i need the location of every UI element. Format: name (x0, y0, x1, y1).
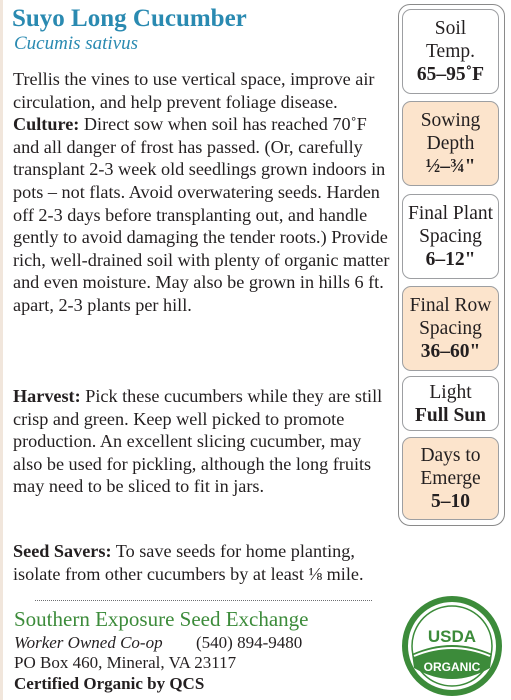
soil-temp-value: 65–95˚F (416, 64, 485, 85)
product-title: Suyo Long Cucumber (12, 5, 247, 32)
company-name: Southern Exposure Seed Exchange (14, 607, 309, 631)
seal-bottom-text: ORGANIC (423, 660, 481, 674)
sowing-depth-label-1: Sowing (420, 110, 481, 131)
seed-savers-text: To save seeds for home planting, isolate from other cucumbers by at least ⅛ mile. (13, 541, 364, 584)
soil-temp-label-2: Temp. (426, 41, 475, 62)
plant-spacing-label-2: Spacing (419, 226, 482, 247)
row-spacing-value: 36–60" (420, 341, 481, 362)
row-spacing-label-2: Spacing (419, 318, 482, 339)
sowing-depth-label-2: Depth (426, 133, 475, 154)
sowing-depth-box (402, 101, 499, 186)
emerge-label-2: Emerge (420, 468, 481, 489)
row-spacing-label-1: Final Row (409, 295, 492, 316)
soil-temp-box (402, 9, 499, 94)
sowing-depth-value: ½–¾" (425, 156, 476, 177)
soil-temp-label-1: Soil (434, 18, 467, 39)
culture-label: Culture: (13, 114, 80, 135)
mailing-address: PO Box 460, Mineral, VA 23117 (14, 653, 237, 672)
plant-spacing-box (402, 194, 499, 279)
seed-savers-paragraph (13, 540, 395, 585)
light-value: Full Sun (414, 404, 486, 426)
seal-top-text: USDA (427, 627, 477, 646)
harvest-label: Harvest: (13, 386, 81, 406)
worker-owned: Worker Owned Co-op (14, 633, 163, 652)
plant-spacing-value: 6–12" (425, 249, 476, 270)
culture-text: Direct sow when soil has reached 70˚F and all danger of frost has passed. (Or, carefully transplant 2-3 week old seedlings grown indoors in pots – not flats. Avoid overwatering seeds. Harden off 2-3 days before transplanting out, and handle gently to avoid damaging the tender roots.) Provide rich, well-drained soil with plenty of organic matter and even moisture. May also be grown in hills 6 ft. apart, 2-3 plants per hill. (13, 114, 390, 315)
certification: Certified Organic by QCS (14, 674, 205, 693)
latin-name: Cucumis sativus (14, 33, 139, 54)
harvest-text: Pick these cucumbers while they are still crisp and green. Keep well picked to promote production. An excellent slicing cucumber, may also be used for pickling, although the long fruits may need to be sliced to fit in jars. (13, 386, 383, 497)
light-box (402, 376, 499, 431)
plant-spacing-label-1: Final Plant (407, 203, 494, 224)
light-label: Light (429, 381, 472, 403)
days-to-emerge-box (402, 437, 499, 520)
intro-text: Trellis the vines to use vertical space, improve air circulation, and help prevent foliage disease. (13, 69, 375, 112)
footer-divider (35, 600, 372, 601)
row-spacing-box (402, 286, 499, 371)
harvest-paragraph (13, 385, 395, 498)
left-edge-rule (0, 0, 3, 700)
culture-paragraph (13, 68, 395, 317)
emerge-value: 5–10 (431, 491, 470, 512)
emerge-label-1: Days to (420, 445, 481, 466)
seed-savers-label: Seed Savers: (13, 541, 112, 561)
usda-organic-seal-icon (402, 596, 502, 696)
phone-number: (540) 894-9480 (196, 633, 303, 652)
